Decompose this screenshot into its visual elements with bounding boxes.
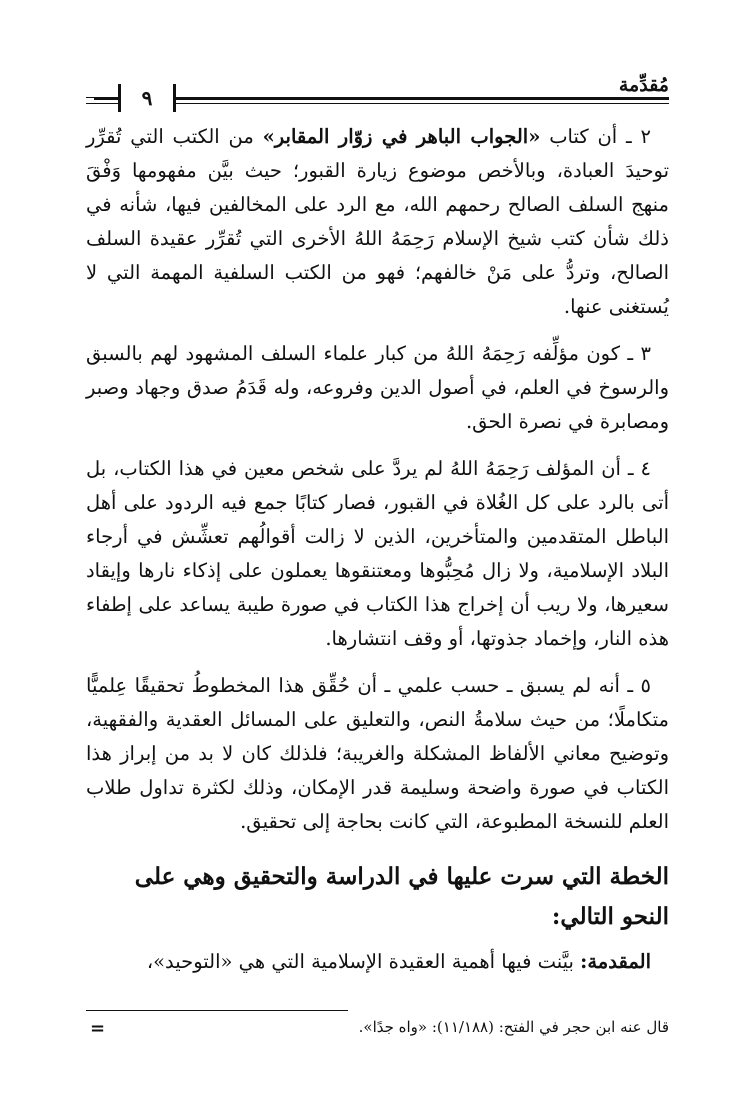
intro-text: بيَّنت فيها أهمية العقيدة الإسلامية التي هي «التوحيد»، [146, 950, 574, 973]
section-heading: الخطة التي سرت عليها في الدراسة والتحقيق وهي على النحو التالي: [134, 863, 669, 930]
body-text [86, 120, 669, 979]
running-header-title: مُقدِّمة [618, 74, 669, 96]
paragraph-4 [86, 452, 669, 656]
intro-label: المقدمة: [580, 950, 651, 973]
footnote-rule [86, 1010, 348, 1011]
paragraph-text: أنه لم يسبق ـ حسب علمي ـ أن حُقِّق هذا المخطوطُ تحقيقًا عِلميًّا متكاملًا؛ من حيث سلامةُ النص، والتعليق على المسائل العقدية والفقهية، وتوضيح معاني الألفاظ المشكلة والغريبة؛ فلذلك كان لا بد من إبراز هذا الكتاب في صورة واضحة وسليمة قدر الإمكان، وذلك لكثرة تداول طلاب العلم للنسخة المطبوعة، التي كانت بحاجة إلى تحقيق. [86, 674, 669, 833]
header-rule-thin [94, 103, 669, 104]
footnote-continuation-mark: = [90, 1018, 106, 1039]
paragraph-3 [86, 337, 669, 439]
item-number: ٢ ـ [626, 125, 651, 148]
paragraph-text: من الكتب التي تُقرِّر توحيدَ العبادة، وبالأخص موضوع زيارة القبور؛ حيث بيَّن مفهومها وَفْقَ منهج السلف الصالح رحمهم الله، مع الرد على المخالفين فيها، شأنه في ذلك شأن كتب شيخ الإسلام رَحِمَهُ اللهُ الأخرى التي تُقرِّر عقيدة السلف الصالح، وتردُّ على مَنْ خالفهم؛ فهو من الكتب السلفية المهمة التي لا يُستغنى عنها. [86, 125, 669, 318]
header-rule-left-lower [86, 103, 116, 104]
footnote: قال عنه ابن حجر في الفتح: (١١/١٨٨): «واه جدًا». [358, 1018, 669, 1036]
paragraph-5 [86, 669, 669, 839]
paragraph-text: أن المؤلف رَحِمَهُ اللهُ لم يردَّ على شخص معين في هذا الكتاب، بل أتى بالرد على كل الغُلاة في القبور، فصار كتابًا جمع فيه الردود على أهل الباطل المتقدمين والمتأخرين، الذين لا زالت أقوالُهم تعشِّش في أرجاء البلاد الإسلامية، ولا زال مُحِبُّوها ومعتنقوها يعملون على إذكاء نارها وإيقاد سعيرها، ولا ريب أن إخراج هذا الكتاب في صورة طيبة يساعد على إطفاء هذه النار، وإخماد جذوتها، أو وقف انتشارها. [86, 457, 669, 650]
intro-paragraph [86, 945, 669, 979]
item-number: ٤ ـ [627, 457, 651, 480]
item-number: ٣ ـ [627, 342, 651, 365]
page-number: ٩ [118, 84, 176, 112]
book-title: «الجواب الباهر في زوّار المقابر» [262, 125, 541, 148]
paragraph-text: أن كتاب [549, 125, 618, 148]
paragraph-2 [86, 120, 669, 324]
header-rule-left [86, 97, 116, 98]
header-rule-thick [94, 97, 669, 100]
paragraph-text: كون مؤلِّفه رَحِمَهُ اللهُ من كبار علماء السلف المشهود لهم بالسبق والرسوخ في العلم، في أصول الدين وفروعه، وله قَدَمُ صدق وجهاد وصبر ومصابرة في نصرة الحق. [86, 342, 669, 433]
item-number: ٥ ـ [627, 674, 651, 697]
